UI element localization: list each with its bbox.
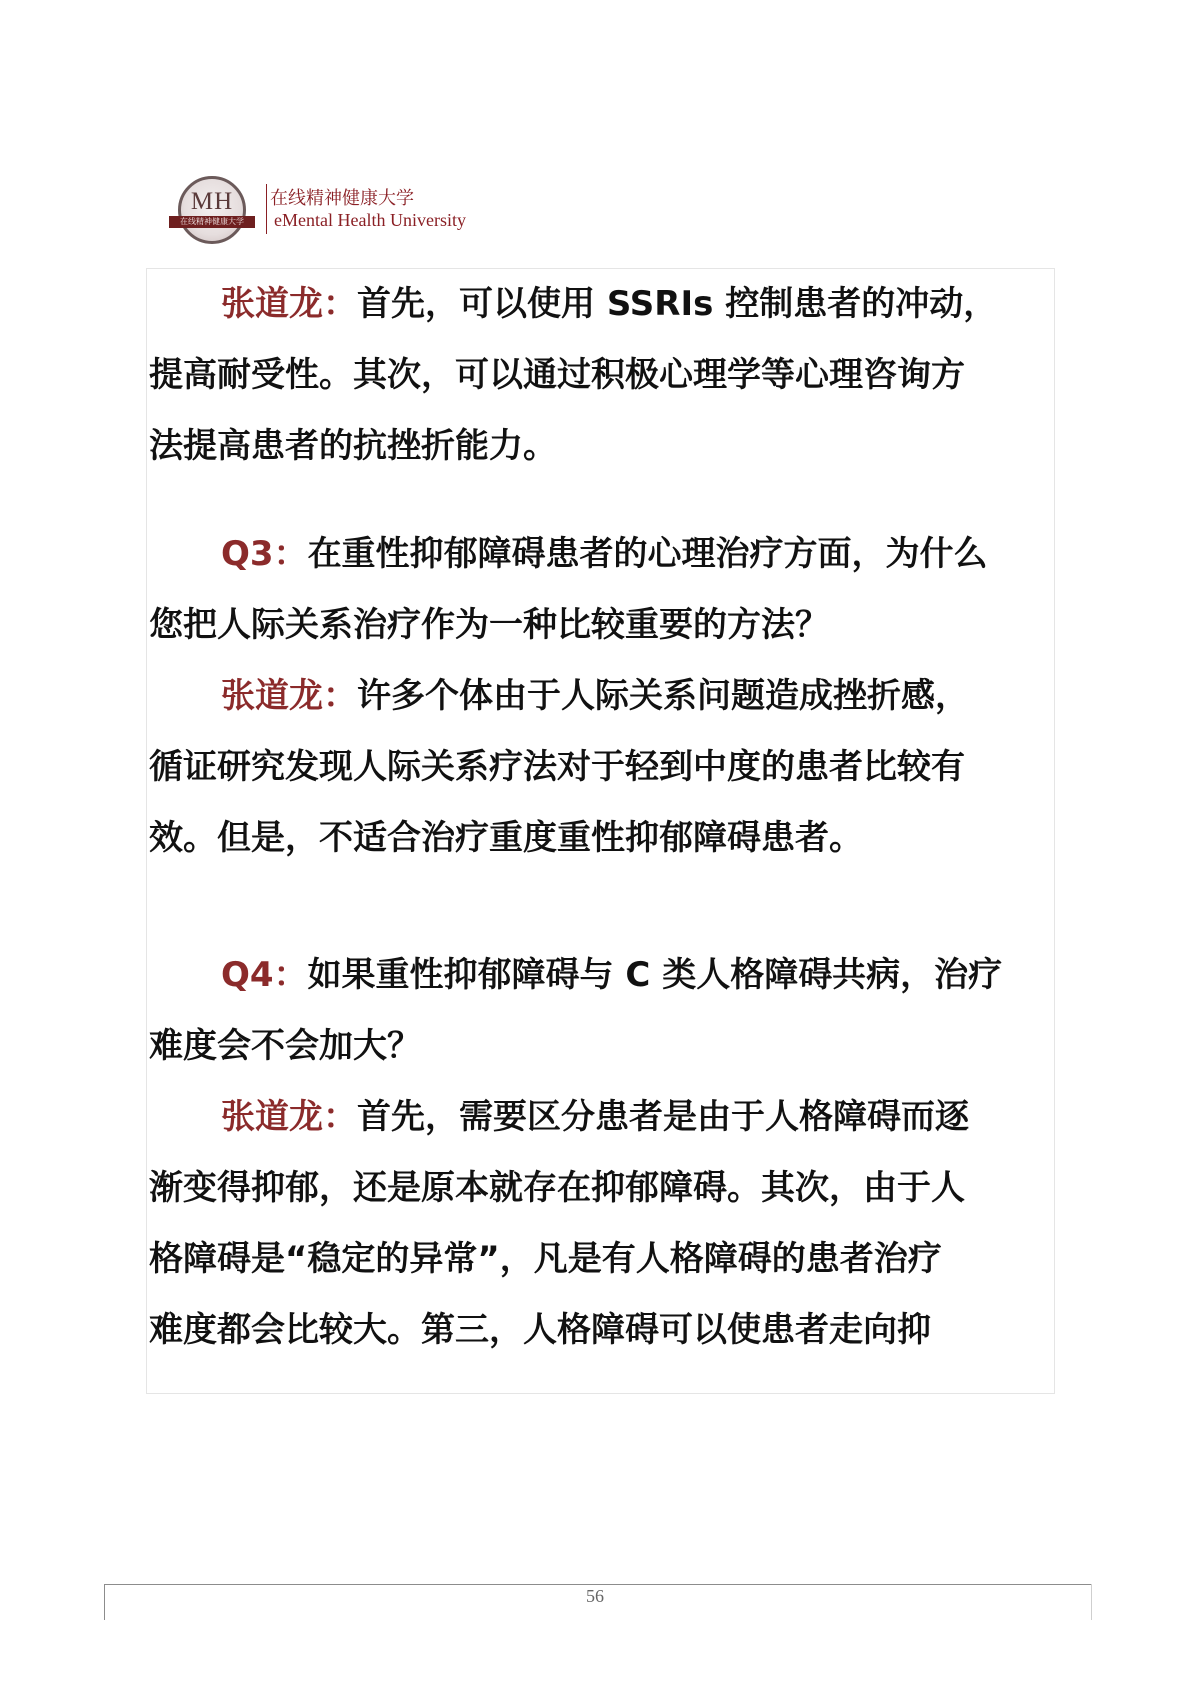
paragraph-line: [149, 1082, 1029, 1153]
speaker-label: 张道龙：: [221, 1097, 357, 1137]
paragraph-line: [149, 661, 1029, 732]
paragraph-line: 提高耐受性。其次，可以通过积极心理学等心理咨询方: [149, 355, 965, 395]
university-name-cn: 在线精神健康大学: [270, 188, 414, 209]
paragraph-line: 您把人际关系治疗作为一种比较重要的方法？: [149, 605, 829, 645]
logo-band-text: 在线精神健康大学: [169, 216, 255, 228]
answer-paragraph: [149, 269, 1029, 482]
paragraph-line: 效。但是，不适合治疗重度重性抑郁障碍患者。: [149, 818, 863, 858]
paragraph-line: 渐变得抑郁，还是原本就存在抑郁障碍。其次，由于人: [149, 1168, 965, 1208]
logo-divider: [266, 184, 267, 234]
line-text: 许多个体由于人际关系问题造成挫折感，: [357, 676, 969, 716]
paragraph-line: 循证研究发现人际关系疗法对于轻到中度的患者比较有: [149, 747, 965, 787]
paragraph-line: 格障碍是“稳定的异常”，凡是有人格障碍的患者治疗: [149, 1239, 942, 1279]
question-label: Q3：: [221, 534, 308, 574]
paragraph-line: 法提高患者的抗挫折能力。: [149, 426, 557, 466]
answer-paragraph: [149, 1082, 1029, 1366]
answer-paragraph: [149, 661, 1029, 874]
university-name-en: eMental Health University: [274, 210, 466, 230]
university-seal-icon: [178, 176, 246, 244]
speaker-label: 张道龙：: [221, 284, 357, 324]
paragraph-line: 难度会不会加大？: [149, 1026, 421, 1066]
line-text: 首先，需要区分患者是由于人格障碍而逐: [357, 1097, 969, 1137]
paragraph-line: 难度都会比较大。第三，人格障碍可以使患者走向抑: [149, 1310, 931, 1350]
footer-rule: [104, 1584, 1092, 1585]
line-text: 在重性抑郁障碍患者的心理治疗方面，为什么: [307, 534, 988, 574]
footer-rule-right: [1091, 1584, 1092, 1620]
line-text: 首先，可以使用 SSRIs 控制患者的冲动，: [357, 284, 998, 324]
paragraph-line: [149, 940, 1029, 1011]
question-paragraph: [149, 519, 1029, 661]
paragraph-line: [149, 519, 1029, 590]
speaker-label: 张道龙：: [221, 676, 357, 716]
line-text: 如果重性抑郁障碍与 C 类人格障碍共病，治疗: [307, 955, 1003, 995]
paragraph-line: [149, 269, 1029, 340]
question-paragraph: [149, 940, 1029, 1082]
content-frame: [146, 268, 1055, 1394]
logo-mh-text: MH: [190, 188, 234, 215]
page-number: 56: [586, 1586, 604, 1606]
header-logo: [170, 172, 510, 252]
footer-rule-left: [104, 1584, 105, 1620]
question-label: Q4：: [221, 955, 308, 995]
